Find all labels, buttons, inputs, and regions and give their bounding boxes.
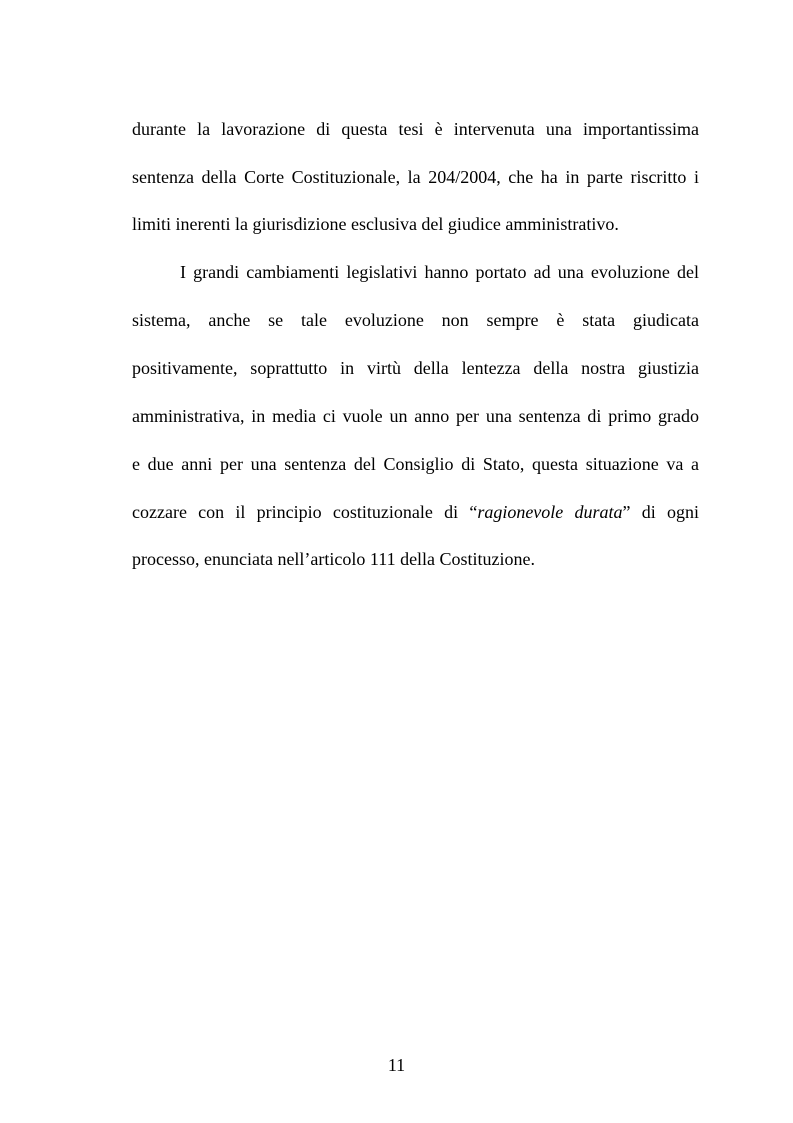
paragraph-2-line-3: positivamente, soprattutto in virtù della lentezza della nostra giustizia: [132, 358, 699, 378]
paragraph-2-line-1: I grandi cambiamenti legislativi hanno portato ad una evoluzione del: [180, 262, 699, 282]
paragraph-1-line-3: limiti inerenti la giurisdizione esclusiva del giudice amministrativo.: [132, 214, 619, 234]
paragraph-1-line-2: sentenza della Corte Costituzionale, la 204/2004, che ha in parte riscritto i: [132, 167, 699, 187]
paragraph-2-line-4: amministrativa, in media ci vuole un anno per una sentenza di primo grado: [132, 406, 699, 426]
line-text-before-quote: cozzare con il principio costituzionale di “: [132, 502, 478, 522]
italic-quoted-phrase: ragionevole durata: [477, 502, 623, 522]
paragraph-2-line-7: processo, enunciata nell’articolo 111 della Costituzione.: [132, 549, 536, 569]
paragraph-1-line-1: durante la lavorazione di questa tesi è intervenuta una importantissima: [132, 119, 699, 139]
page-number: 11: [387, 1055, 406, 1075]
paragraph-2-line-5: e due anni per una sentenza del Consiglio di Stato, questa situazione va a: [132, 454, 699, 474]
paragraph-2-line-2: sistema, anche se tale evoluzione non sempre è stata giudicata: [132, 310, 699, 330]
line-text-after-quote: ” di ogni: [622, 502, 699, 522]
paragraph-2-line-6: [132, 501, 699, 523]
